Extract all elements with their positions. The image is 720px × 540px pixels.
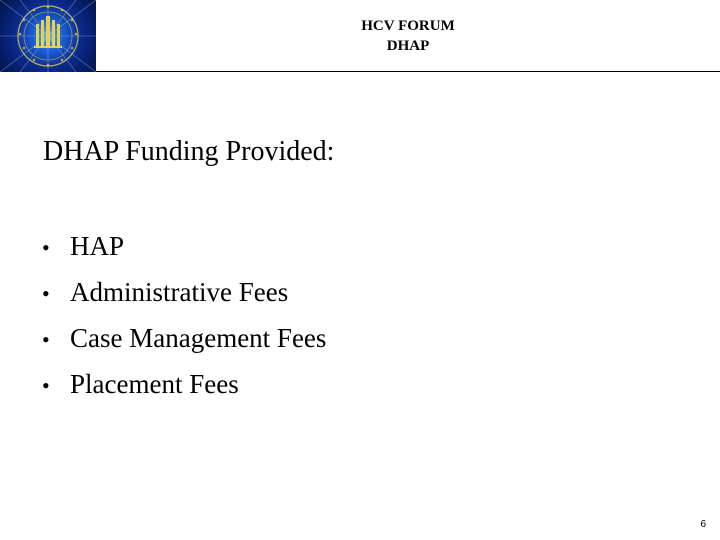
bullet-icon: • (42, 327, 50, 352)
bullet-icon: • (42, 281, 50, 306)
bullet-icon: • (42, 235, 50, 260)
page-number: 6 (700, 519, 706, 530)
header-line-program: DHAP (386, 38, 430, 54)
bullet-icon: • (42, 373, 50, 398)
hud-seal-graphic (0, 0, 96, 72)
bullet-list (42, 223, 326, 407)
bullet-item-administrative-fees (42, 269, 326, 315)
bullet-item-hap (42, 223, 326, 269)
bullet-text: Placement Fees (70, 369, 239, 399)
bullet-item-placement-fees (42, 361, 326, 407)
slide-header (96, 16, 720, 56)
slide-heading: DHAP Funding Provided: (43, 136, 335, 167)
bullet-item-case-management-fees (42, 315, 326, 361)
bullet-text: Case Management Fees (70, 323, 327, 353)
bullet-text: HAP (70, 231, 125, 261)
header-divider (96, 71, 720, 72)
hud-seal-icon (0, 0, 96, 72)
bullet-text: Administrative Fees (70, 277, 289, 307)
header-line-forum: HCV FORUM (361, 18, 455, 34)
